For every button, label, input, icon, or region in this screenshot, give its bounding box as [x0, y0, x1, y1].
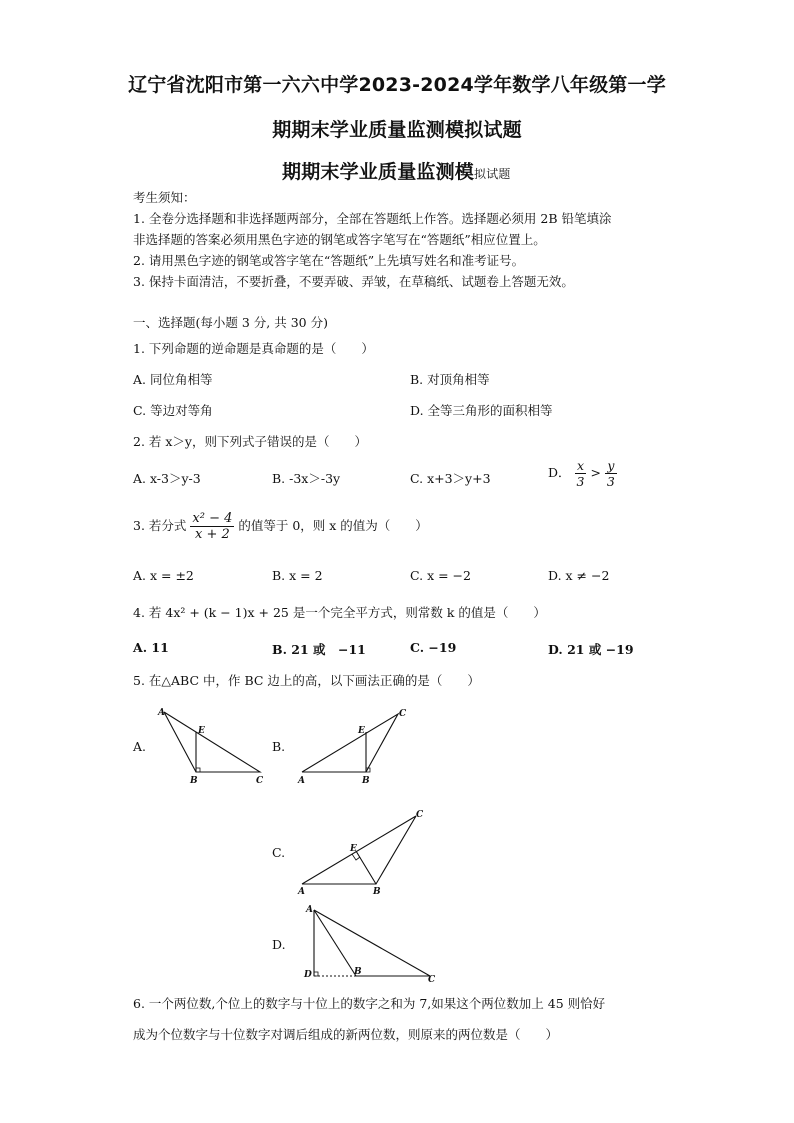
q3-fraction-num: x² − 4	[192, 511, 233, 526]
notice-heading: 考生须知：	[133, 190, 196, 205]
q5d-label-b: B	[354, 967, 362, 977]
q5-figure-d	[296, 900, 446, 986]
q5-option-b-label: B.	[272, 739, 286, 754]
notice-item-3: 3. 保持卡面清洁，不要折叠，不要弄破、弄皱，在草稿纸、试题卷上答题无效。	[133, 274, 574, 289]
q1-stem: 1. 下列命题的逆命题是真命题的是（ ）	[133, 341, 374, 356]
q5a-label-a: A	[158, 708, 165, 718]
q5a-label-c: C	[256, 776, 264, 786]
q4-option-b: B. 21 或 −11	[272, 642, 366, 657]
q1-option-d: D. 全等三角形的面积相等	[410, 403, 553, 418]
q4-stem: 4. 若 4x² + (k − 1)x + 25 是一个完全平方式，则常数 k 的值是（ ）	[133, 605, 546, 620]
q5b-label-e: E	[358, 726, 365, 736]
frac-den: 3	[576, 474, 585, 489]
q2-option-a: A. x-3＞y-3	[133, 471, 201, 486]
q5-option-a-label: A.	[133, 739, 147, 754]
q4-option-d: D. 21 或 −19	[548, 642, 634, 657]
q5c-label-b: B	[373, 887, 381, 896]
q5-option-c-label: C.	[272, 845, 286, 860]
q4-option-a: A. 11	[133, 640, 169, 655]
q5d-label-d: D	[304, 970, 312, 980]
exam-title-line3-tail: 拟试题	[474, 167, 511, 181]
frac-num: x	[575, 458, 587, 474]
q5a-label-e: E	[198, 726, 205, 736]
q5c-label-c: C	[416, 810, 424, 820]
q2-option-d-frac-y	[605, 458, 617, 489]
q5d-label-c: C	[428, 975, 436, 985]
q5-figure-a	[150, 702, 270, 790]
q1-option-c: C. 等边对等角	[133, 403, 213, 418]
q3-fraction	[190, 511, 234, 542]
section-heading: 一、选择题(每小题 3 分, 共 30 分)	[133, 315, 328, 330]
q4-option-c: C. −19	[410, 640, 457, 655]
frac-den: 3	[606, 474, 615, 489]
q5d-label-a: A	[306, 905, 313, 915]
q3-option-a: A. x = ±2	[133, 568, 194, 583]
notice-item-1b: 非选择题的答案必须用黑色字迹的钢笔或答字笔写在“答题纸”相应位置上。	[133, 232, 546, 247]
q3-option-b: B. x = 2	[272, 568, 323, 583]
q5-figure-c	[292, 806, 432, 896]
q2-stem: 2. 若 x＞y，则下列式子错误的是（ ）	[133, 434, 367, 449]
q3-suffix: 的值等于 0，则 x 的值为（ ）	[238, 518, 428, 533]
q5c-label-e: E	[350, 844, 357, 854]
q5c-label-a: A	[298, 887, 305, 896]
q1-option-a: A. 同位角相等	[133, 372, 213, 387]
notice-item-1a: 1. 全卷分选择题和非选择题两部分，全部在答题纸上作答。选择题必须用 2B 铅笔填涂	[133, 211, 612, 226]
q5b-label-b: B	[362, 776, 370, 786]
notice-item-2: 2. 请用黑色字迹的钢笔或答字笔在“答题纸”上先填写姓名和准考证号。	[133, 253, 525, 268]
q2-option-c: C. x+3＞y+3	[410, 471, 491, 486]
q2-option-d	[548, 458, 617, 489]
exam-title-line3-main: 期期末学业质量监测模	[282, 161, 475, 183]
q2-option-d-op: >	[590, 465, 601, 480]
q2-option-b: B. -3x＞-3y	[272, 471, 341, 486]
q3-option-c: C. x = −2	[410, 568, 471, 583]
q5a-label-b: B	[190, 776, 198, 786]
q5b-label-c: C	[399, 709, 407, 719]
q5-figure-b	[292, 704, 418, 790]
frac-num: y	[605, 458, 617, 474]
q3-option-d: D. x ≠ −2	[548, 568, 610, 583]
q6-line1: 6. 一个两位数,个位上的数字与十位上的数字之和为 7,如果这个两位数加上 45 则恰好	[133, 996, 606, 1011]
q2-option-d-frac-x	[575, 458, 587, 489]
exam-title-line3	[282, 157, 511, 184]
exam-title-line2: 期期末学业质量监测模拟试题	[272, 119, 522, 141]
q5-stem: 5. 在△ABC 中，作 BC 边上的高，以下画法正确的是（ ）	[133, 673, 480, 688]
q1-option-b: B. 对顶角相等	[410, 372, 490, 387]
q3-stem	[133, 511, 428, 542]
exam-title-line1: 辽宁省沈阳市第一六六中学2023-2024学年数学八年级第一学	[128, 74, 666, 96]
q3-fraction-den: x + 2	[195, 527, 230, 542]
q5b-label-a: A	[298, 776, 305, 786]
q3-prefix: 3. 若分式	[133, 518, 187, 533]
q6-line2: 成为个位数字与十位数字对调后组成的新两位数，则原来的两位数是（ ）	[133, 1027, 559, 1042]
q5-option-d-label: D.	[272, 937, 286, 952]
q2-option-d-label: D．	[548, 465, 571, 480]
